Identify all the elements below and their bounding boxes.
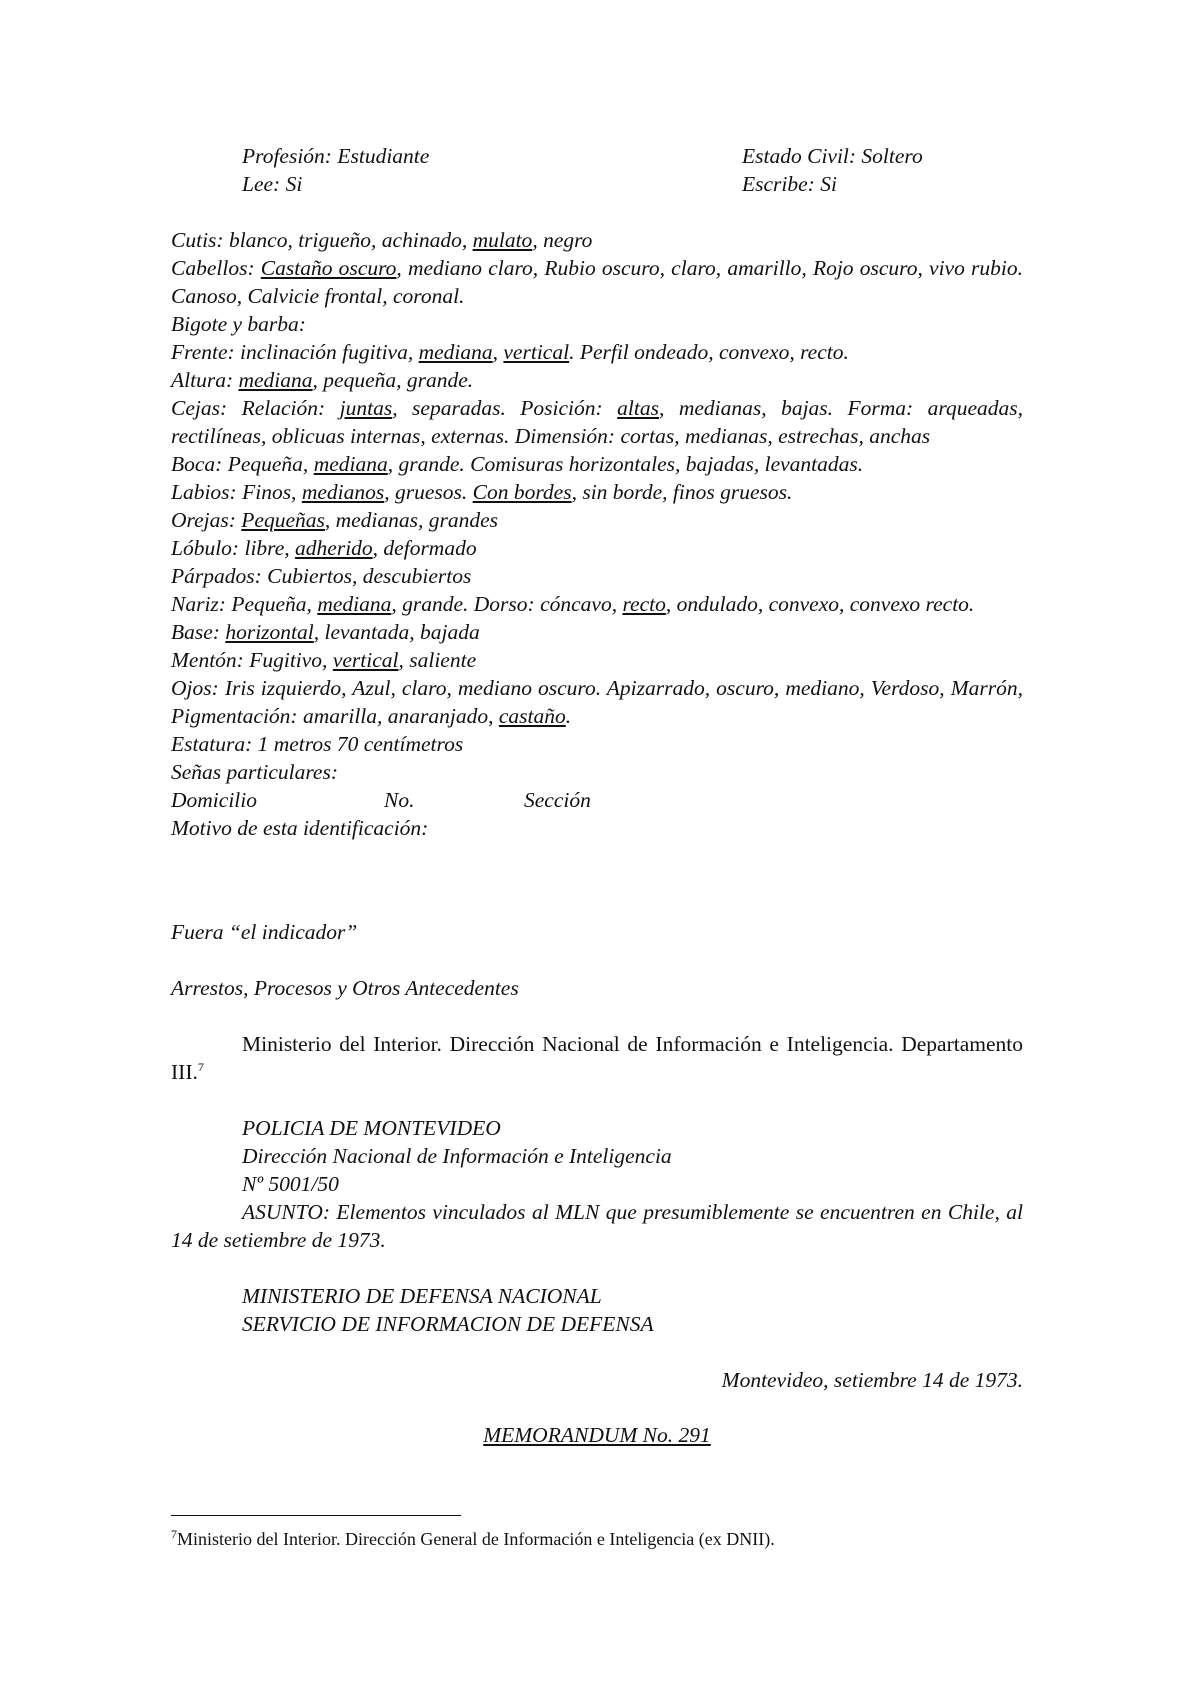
motivo-line: Motivo de esta identificación: bbox=[171, 816, 429, 840]
header-row-profesion bbox=[242, 142, 1002, 170]
policia-title: POLICIA DE MONTEVIDEO bbox=[242, 1116, 501, 1140]
estatura-line: Estatura: 1 metros 70 centímetros bbox=[171, 732, 464, 756]
labios-line: Labios: Finos, medianos, gruesos. Con bordes, sin borde, finos gruesos. bbox=[171, 480, 793, 504]
menton-line: Mentón: Fugitivo, vertical, saliente bbox=[171, 648, 477, 672]
domicilio-line: Domicilio No. Sección bbox=[171, 788, 591, 812]
senas-line: Señas particulares: bbox=[171, 760, 339, 784]
memorandum-heading: MEMORANDUM No. 291 bbox=[483, 1423, 711, 1447]
orejas-line: Orejas: Pequeñas, medianas, grandes bbox=[171, 508, 499, 532]
ministerio-defensa-line: MINISTERIO DE DEFENSA NACIONAL bbox=[242, 1284, 602, 1308]
cabellos-line: Cabellos: Castaño oscuro, mediano claro, Rubio oscuro, claro, amarillo, Rojo oscuro, vivo rubio. Canoso, Calvicie frontal, coronal. bbox=[171, 256, 1023, 308]
direccion-line: Dirección Nacional de Información e Inteligencia bbox=[242, 1144, 672, 1168]
ministerio-paragraph: Ministerio del Interior. Dirección Nacional de Información e Inteligencia. Departamento III.$^7$ bbox=[171, 1032, 1023, 1084]
cutis-line: Cutis: blanco, trigueño, achinado, mulato, negro bbox=[171, 228, 593, 252]
altura-line: Altura: mediana, pequeña, grande. bbox=[171, 368, 474, 392]
servicio-defensa-line: SERVICIO DE INFORMACION DE DEFENSA bbox=[242, 1312, 654, 1336]
footnote bbox=[171, 1527, 1071, 1551]
parpados-line: Párpados: Cubiertos, descubiertos bbox=[171, 564, 472, 588]
footnote-text: Ministerio del Interior. Dirección General de Información e Inteligencia (ex DNII). bbox=[177, 1529, 775, 1549]
bigote-line: Bigote y barba: bbox=[171, 312, 306, 336]
frente-line: Frente: inclinación fugitiva, mediana, vertical. Perfil ondeado, convexo, recto. bbox=[171, 340, 849, 364]
description-block bbox=[171, 226, 1023, 842]
date-line: Montevideo, setiembre 14 de 1973. bbox=[721, 1368, 1023, 1392]
base-line: Base: horizontal, levantada, bajada bbox=[171, 620, 480, 644]
footnote-divider bbox=[171, 1515, 461, 1516]
footnote-ref: 7 bbox=[197, 1059, 204, 1074]
escribe-text: Escribe: Si bbox=[742, 172, 837, 196]
numero-line: Nº 5001/50 bbox=[242, 1172, 339, 1196]
fuera-indicador: Fuera “el indicador” bbox=[171, 920, 358, 944]
cejas-line: Cejas: Relación: juntas, separadas. Posición: altas, medianas, bajas. Forma: arqueadas, rectilíneas, oblicuas internas, externas. Dimensión: cortas, medianas, estrechas, anchas bbox=[171, 396, 1023, 448]
ojos-line: Ojos: Iris izquierdo, Azul, claro, mediano oscuro. Apizarrado, oscuro, mediano, Verdoso, Marrón, Pigmentación: amarilla, anaranjado, castaño. bbox=[171, 676, 1023, 728]
estado-civil-text: Estado Civil: Soltero bbox=[742, 144, 923, 168]
lobulo-line: Lóbulo: libre, adherido, deformado bbox=[171, 536, 477, 560]
policia-block bbox=[171, 1114, 1023, 1254]
lee-text: Lee: Si bbox=[242, 172, 303, 196]
arrestos-heading: Arrestos, Procesos y Otros Antecedentes bbox=[171, 976, 519, 1000]
boca-line: Boca: Pequeña, mediana, grande. Comisuras horizontales, bajadas, levantadas. bbox=[171, 452, 864, 476]
footnote-number: 7 bbox=[171, 1527, 177, 1541]
nariz-line: Nariz: Pequeña, mediana, grande. Dorso: cóncavo, recto, ondulado, convexo, convexo recto. bbox=[171, 592, 975, 616]
defensa-block bbox=[171, 1282, 1023, 1338]
header-row-lee bbox=[242, 170, 1002, 198]
asunto-paragraph: ASUNTO: Elementos vinculados al MLN que presumiblemente se encuentren en Chile, al 14 de setiembre de 1973. bbox=[171, 1200, 1023, 1252]
profesion-text: Profesión: Estudiante bbox=[242, 144, 430, 168]
